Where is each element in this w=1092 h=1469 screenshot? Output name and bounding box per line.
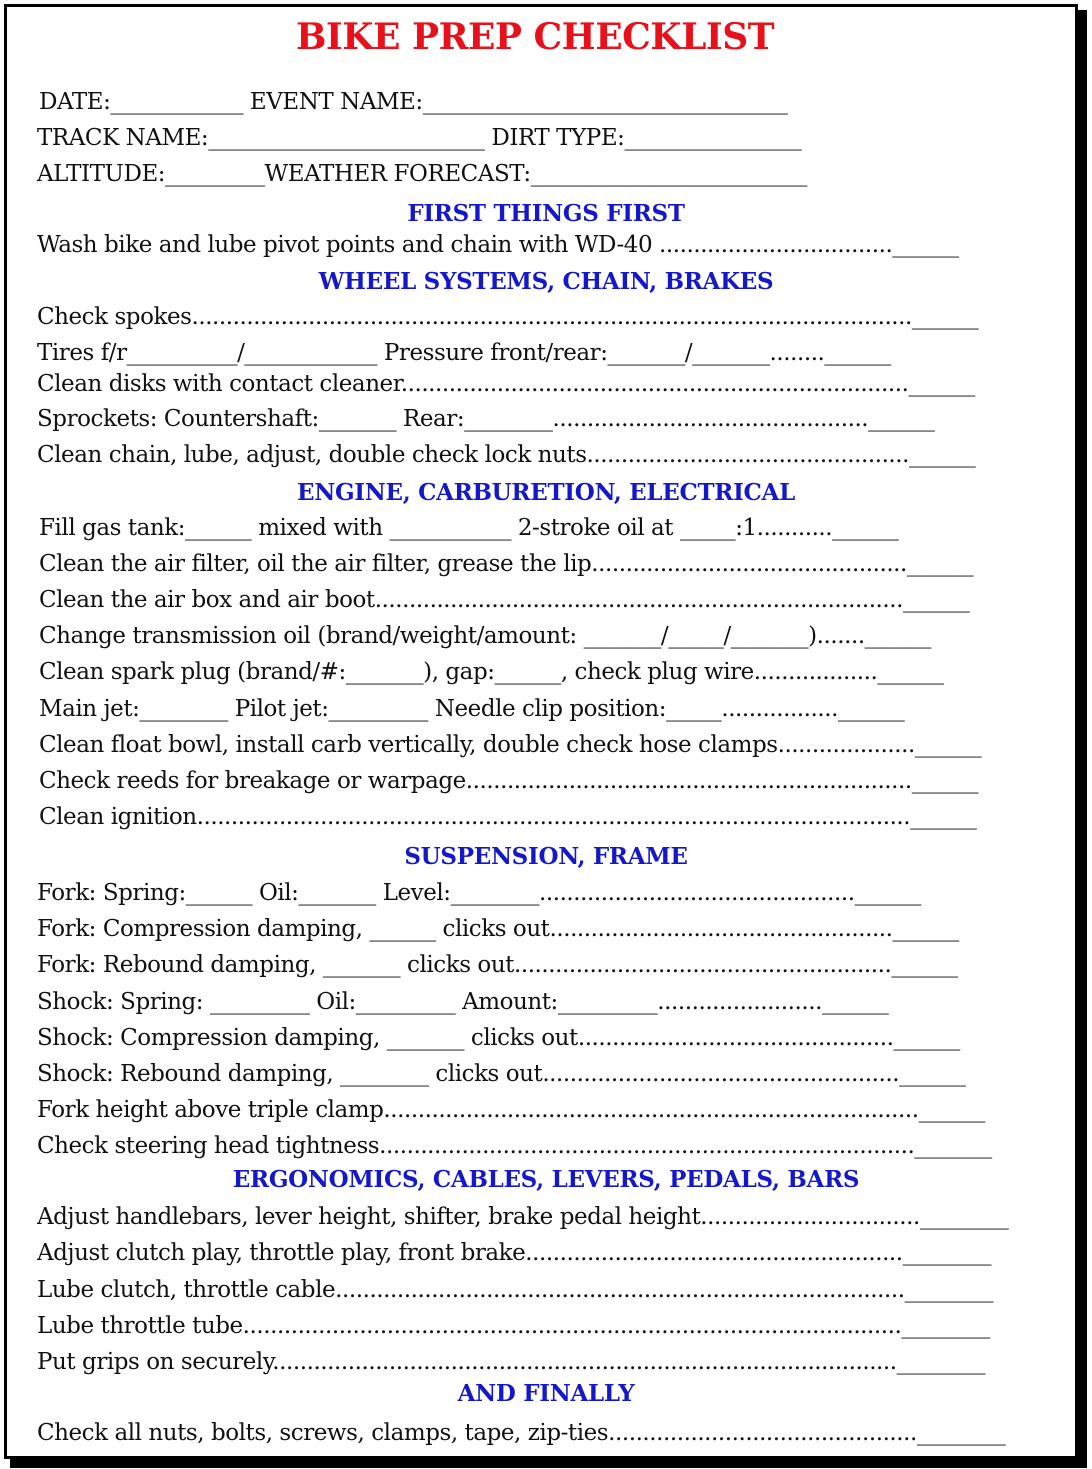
page-title: BIKE PREP CHECKLIST [295,16,775,58]
checklist-item: Fork height above triple clamp..............................................................................______ [37,1097,985,1123]
frame-shadow-right [1078,10,1087,1465]
checklist-item: Fork: Spring:______ Oil:_______ Level:________..............................................______ [37,880,921,906]
checklist-item: Clean float bowl, install carb vertically, double check hose clamps....................______ [39,732,982,758]
checklist-item: Clean spark plug (brand/#:_______), gap:______, check plug wire..................______ [39,659,944,685]
checklist-item: Tires f/r__________/____________ Pressure front/rear:_______/_______........______ [37,340,891,366]
checklist-item: Change transmission oil (brand/weight/amount: _______/_____/_______).......______ [39,623,931,649]
checklist-item: Lube throttle tube................................................................................................________ [37,1313,990,1339]
checklist-item: Sprockets: Countershaft:_______ Rear:________..............................................______ [37,406,935,432]
section-heading-and-finally: AND FINALLY [457,1380,635,1407]
checklist-item: Clean chain, lube, adjust, double check lock nuts...............................................______ [37,442,976,468]
checklist-item: Fork: Rebound damping, _______ clicks out.......................................................______ [37,952,958,978]
checklist-item: Adjust clutch play, throttle play, front brake.......................................................________ [37,1240,992,1266]
section-heading-ergonomics: ERGONOMICS, CABLES, LEVERS, PEDALS, BARS [232,1166,860,1193]
checklist-item: Put grips on securely...........................................................................................________ [37,1349,986,1375]
checklist-item: Clean the air filter, oil the air filter, grease the lip..............................................______ [39,551,974,577]
section-heading-engine: ENGINE, CARBURETION, ELECTRICAL [297,479,795,506]
checklist-item: Clean ignition........................................................................................................______ [39,804,977,830]
checklist-item: Main jet:________ Pilot jet:_________ Needle clip position:_____.................______ [39,696,905,722]
checklist-item: Wash bike and lube pivot points and chain with WD-40 ..................................______ [37,232,959,258]
checklist-item: Check reeds for breakage or warpage.................................................................______ [39,768,979,794]
checklist-item: Clean the air box and air boot.............................................................................______ [39,587,970,613]
date-event-row: DATE:____________ EVENT NAME:_________________________________ [39,89,788,115]
checklist-item: Adjust handlebars, lever height, shifter, brake pedal height................................________ [37,1204,1009,1230]
checklist-item: Shock: Compression damping, _______ clicks out..............................................______ [37,1025,960,1051]
checklist-item: Check all nuts, bolts, screws, clamps, tape, zip-ties.............................................________ [37,1420,1006,1446]
altitude-weather-row: ALTITUDE:_________WEATHER FORECAST:_________________________ [37,161,807,187]
checklist-item: Shock: Rebound damping, ________ clicks out....................................................______ [37,1061,966,1087]
checklist-item: Lube clutch, throttle cable...................................................................................________ [37,1277,994,1303]
section-heading-suspension: SUSPENSION, FRAME [404,843,688,870]
checklist-item: Check steering head tightness.............................................................................._______ [37,1133,992,1159]
checklist-item: Check spokes.........................................................................................................______ [37,304,979,330]
frame-shadow-bottom [10,1459,1087,1468]
section-heading-first-things: FIRST THINGS FIRST [407,200,685,227]
checklist-item: Fill gas tank:______ mixed with ___________ 2-stroke oil at _____:1...........______ [39,515,899,541]
track-dirt-row: TRACK NAME:_________________________ DIRT TYPE:________________ [37,125,802,151]
checklist-item: Fork: Compression damping, ______ clicks out..................................................______ [37,916,959,942]
checklist-item: Shock: Spring: _________ Oil:_________ Amount:_________........................______ [37,989,889,1015]
section-heading-wheel-systems: WHEEL SYSTEMS, CHAIN, BRAKES [318,268,774,295]
checklist-item: Clean disks with contact cleaner..........................................................................______ [37,371,975,397]
